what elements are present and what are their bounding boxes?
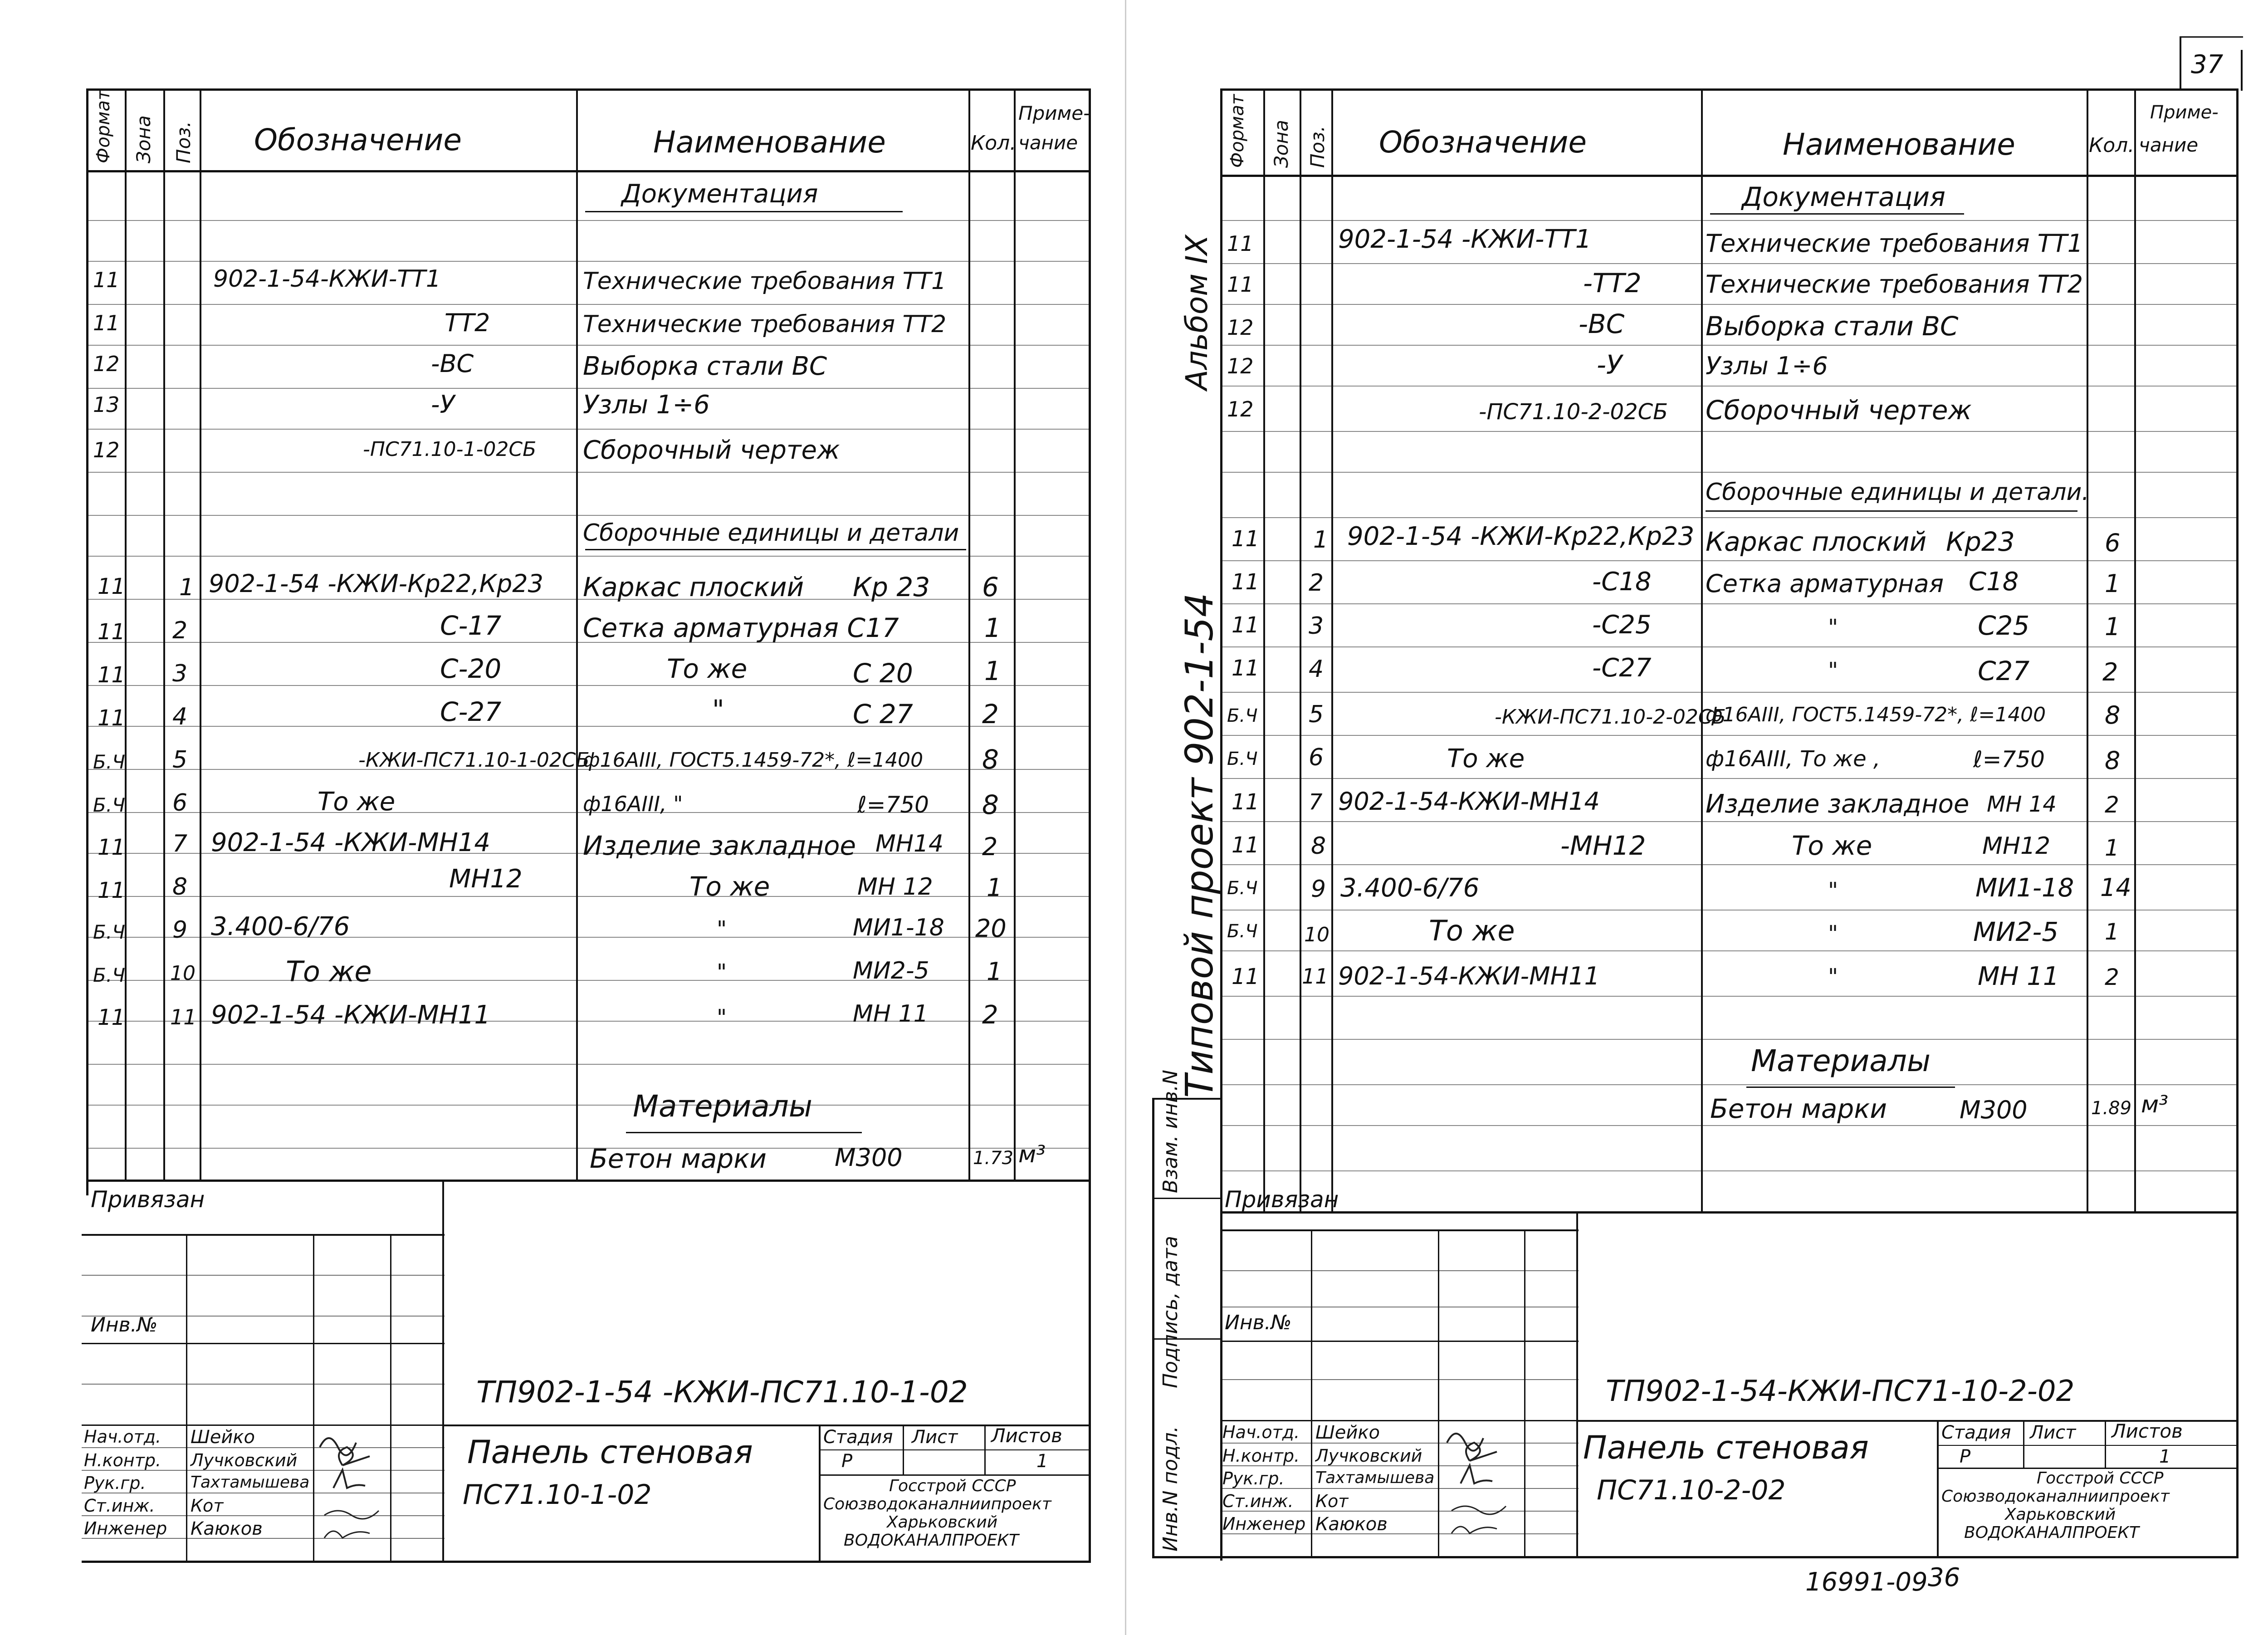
right-doc-row-5-designation: -ПС71.10-2-02СБ: [1479, 399, 1668, 425]
right-unit-row-6-name-mark: ℓ=750: [1973, 746, 2045, 773]
unit-row-3-name-mark: С 20: [853, 658, 913, 689]
signer-5-role: Инженер: [84, 1518, 167, 1538]
unit-row-9-pos: 9: [172, 916, 188, 944]
header-designation: Обозначение: [254, 122, 462, 157]
unit-row-7-qty: 2: [982, 832, 998, 861]
right-sheet-label: Лист: [2030, 1422, 2076, 1443]
unit-row-8-name: То же: [689, 871, 770, 902]
doc-row-4-format: 13: [93, 392, 120, 417]
right-doc-row-3-format: 12: [1227, 315, 1254, 340]
unit-row-3-name: То же: [667, 653, 748, 684]
right-unit-row-8-qty: 1: [2105, 835, 2119, 861]
material-grade: М300: [835, 1143, 903, 1172]
right-org-line-1: Госстрой СССР: [2037, 1469, 2164, 1488]
unit-row-10-name: ": [717, 959, 727, 985]
right-unit-row-5-format: Б.Ч: [1227, 705, 1258, 726]
signer-2-role: Н.контр.: [84, 1450, 161, 1470]
right-unit-row-1-designation: 902-1-54 -КЖИ-Кр22,Кр23: [1347, 522, 1695, 551]
stamp-subtitle: ПС71.10-1-02: [463, 1479, 652, 1511]
right-unit-row-4-name: ": [1828, 658, 1838, 683]
right-doc-row-2-name: Технические требования ТТ2: [1706, 270, 2083, 299]
side-album-label: Альбом IX: [1179, 235, 1214, 390]
doc-row-1-name: Технические требования ТТ1: [583, 268, 947, 295]
unit-row-4-qty: 2: [982, 699, 999, 729]
right-unit-row-9-pos: 9: [1311, 876, 1326, 903]
unit-row-7-name-mark: МН14: [875, 830, 944, 857]
right-unit-row-6-designation: То же: [1447, 744, 1525, 773]
right-unit-row-8-pos: 8: [1311, 832, 1326, 860]
right-doc-row-1-format: 11: [1227, 231, 1254, 256]
right-unit-row-5-designation: -КЖИ-ПС71.10-2-02СБ: [1495, 705, 1726, 729]
right-unit-row-6-name: ф16АIII, То же ,: [1706, 746, 1881, 772]
unit-row-11-qty: 2: [982, 1000, 998, 1030]
signer-3-role: Рук.гр.: [84, 1473, 146, 1493]
header-qty: Кол.: [971, 132, 1017, 155]
right-unit-row-4-designation: -С27: [1592, 653, 1652, 683]
right-unit-row-10-pos: 10: [1304, 923, 1330, 946]
page-number: 37: [2191, 50, 2224, 79]
side-original-inv-label: Инв.N подл.: [1159, 1426, 1182, 1552]
right-stage-value: Р: [1960, 1446, 1971, 1467]
section-documentation: Документация: [621, 179, 818, 209]
doc-row-1-designation: 902-1-54-КЖИ-ТТ1: [213, 265, 441, 293]
right-unit-row-5-name: ф16АIII, ГОСТ5.1459-72*, ℓ=1400: [1706, 703, 2046, 726]
right-unit-row-2-qty: 1: [2105, 569, 2121, 598]
right-unit-row-1-name: Каркас плоский: [1706, 526, 1927, 557]
unit-row-10-pos: 10: [170, 962, 196, 985]
unit-row-3-qty: 1: [984, 656, 1001, 686]
unit-row-1-designation: 902-1-54 -КЖИ-Кр22,Кр23: [209, 569, 543, 598]
right-unit-row-1-name-mark: Кр23: [1946, 526, 2015, 557]
right-section-assembly-units: Сборочные единицы и детали.: [1706, 479, 2089, 506]
signer-4-role: Ст.инж.: [84, 1496, 155, 1516]
unit-row-5-designation: -КЖИ-ПС71.10-1-02СБ: [358, 749, 590, 772]
section-assembly-units: Сборочные единицы и детали: [583, 519, 959, 547]
header-zone: Зона: [132, 115, 155, 163]
unit-row-6-designation: То же: [318, 787, 396, 817]
right-header-format: Формат: [1227, 94, 1248, 168]
unit-row-1-name-mark: Кр 23: [853, 572, 930, 602]
right-unit-row-1-format: 11: [1232, 526, 1260, 552]
unit-row-2-designation: С-17: [440, 610, 502, 641]
signer-4-name: Кот: [191, 1496, 224, 1516]
header-note-1: Приме-: [1018, 102, 1090, 124]
right-bound-to-label: Привязан: [1225, 1186, 1339, 1213]
right-doc-row-2-designation: -ТТ2: [1583, 268, 1642, 299]
right-doc-row-2-format: 11: [1227, 272, 1254, 297]
org-line-2: Союзводоканалниипроект: [823, 1495, 1051, 1513]
unit-row-9-qty: 20: [975, 914, 1007, 943]
right-unit-row-1-pos: 1: [1313, 526, 1329, 553]
right-material-qty: 1.89: [2091, 1098, 2132, 1119]
right-unit-row-11-format: 11: [1232, 964, 1260, 989]
right-unit-row-2-format: 11: [1232, 569, 1260, 595]
unit-row-4-pos: 4: [172, 703, 188, 730]
right-unit-row-7-name: Изделие закладное: [1706, 789, 1970, 819]
right-stamp-code: ТП902-1-54-КЖИ-ПС71-10-2-02: [1606, 1375, 2075, 1408]
doc-row-3-designation: -ВС: [431, 349, 474, 378]
right-unit-row-10-qty: 1: [2105, 919, 2119, 945]
unit-row-2-format: 11: [98, 619, 126, 645]
sheet-label: Лист: [912, 1427, 958, 1448]
right-unit-row-11-name-mark: МН 11: [1978, 962, 2059, 991]
material-qty: 1.73: [973, 1148, 1014, 1169]
right-org-line-4: ВОДОКАНАЛПРОЕКТ: [1964, 1523, 2139, 1542]
right-unit-row-10-name: ": [1828, 921, 1838, 946]
right-signer-1-name: Шейко: [1315, 1422, 1380, 1443]
right-unit-row-10-name-mark: МИ2-5: [1973, 916, 2059, 947]
right-unit-row-7-designation: 902-1-54-КЖИ-МН14: [1338, 787, 1600, 816]
header-name: Наименование: [653, 125, 886, 160]
right-unit-row-10-designation: То же: [1429, 914, 1515, 947]
signer-1-name: Шейко: [191, 1427, 255, 1448]
right-signer-4-role: Ст.инж.: [1222, 1491, 1294, 1511]
signer-2-name: Лучковский: [191, 1450, 298, 1470]
unit-row-11-pos: 11: [170, 1005, 197, 1029]
org-line-4: ВОДОКАНАЛПРОЕКТ: [844, 1531, 1019, 1550]
right-unit-row-5-pos: 5: [1309, 701, 1324, 728]
right-signer-3-role: Рук.гр.: [1222, 1469, 1285, 1488]
org-line-3: Харьковский: [887, 1513, 998, 1532]
right-unit-row-3-designation: -С25: [1592, 610, 1652, 640]
signature-scribbles: [315, 1429, 392, 1561]
unit-row-11-format: 11: [98, 1005, 126, 1030]
right-signer-3-name: Тахтамышева: [1315, 1469, 1435, 1487]
doc-row-2-format: 11: [93, 311, 120, 335]
right-doc-row-4-name: Узлы 1÷6: [1706, 352, 1828, 380]
right-unit-row-4-name-mark: С27: [1978, 656, 2030, 686]
unit-row-9-name: ": [717, 916, 727, 942]
right-signer-5-role: Инженер: [1222, 1514, 1306, 1534]
unit-row-8-designation: МН12: [449, 864, 523, 894]
right-unit-row-2-designation: -С18: [1592, 567, 1652, 597]
sheets-total-label: Листов: [991, 1425, 1062, 1447]
doc-row-3-name: Выборка стали ВС: [583, 352, 827, 381]
page-divider: [1125, 0, 1126, 1635]
unit-row-9-designation: 3.400-6/76: [211, 912, 350, 941]
right-unit-row-1-qty: 6: [2105, 529, 2121, 557]
unit-row-11-designation: 902-1-54 -КЖИ-МН11: [211, 1000, 491, 1030]
right-doc-row-4-format: 12: [1227, 354, 1254, 378]
right-unit-row-2-name: Сетка арматурная: [1706, 569, 1944, 598]
right-section-documentation: Документация: [1742, 181, 1945, 212]
doc-row-5-designation: -ПС71.10-1-02СБ: [363, 438, 537, 461]
right-doc-row-1-designation: 902-1-54 -КЖИ-ТТ1: [1338, 225, 1592, 254]
archive-page: 36: [1928, 1563, 1960, 1592]
right-signer-2-role: Н.контр.: [1222, 1446, 1300, 1466]
right-unit-row-9-qty: 14: [2100, 873, 2131, 902]
right-inventory-number-label: Инв.№: [1225, 1311, 1292, 1334]
side-replaced-inv-label: Взам. инв.N: [1159, 1070, 1182, 1193]
org-line-1: Госстрой СССР: [889, 1477, 1016, 1495]
sheets-total-value: 1: [1036, 1451, 1048, 1472]
right-doc-row-5-format: 12: [1227, 397, 1254, 421]
right-stamp-title: Панель стеновая: [1583, 1429, 1869, 1466]
unit-row-2-name: Сетка арматурная С17: [583, 612, 899, 643]
unit-row-6-format: Б.Ч: [93, 794, 125, 816]
right-unit-row-3-name: ": [1828, 615, 1838, 640]
right-stamp-subtitle: ПС71.10-2-02: [1597, 1474, 1786, 1506]
right-doc-row-4-designation: -У: [1597, 349, 1623, 380]
right-unit-row-6-qty: 8: [2105, 746, 2121, 775]
unit-row-10-designation: То же: [286, 955, 372, 988]
doc-row-2-name: Технические требования ТТ2: [583, 311, 947, 338]
right-stage-label: Стадия: [1941, 1422, 2011, 1443]
unit-row-8-pos: 8: [172, 873, 188, 901]
doc-row-3-format: 12: [93, 352, 120, 376]
unit-row-5-qty: 8: [982, 744, 999, 775]
right-unit-row-4-qty: 2: [2102, 658, 2118, 686]
right-unit-row-9-name-mark: МИ1-18: [1975, 873, 2074, 903]
header-note-2: чание: [1018, 132, 1078, 154]
unit-row-1-qty: 6: [982, 572, 999, 602]
right-material-unit: м³: [2141, 1091, 2169, 1118]
right-signature-scribbles: [1442, 1425, 1524, 1556]
right-unit-row-11-qty: 2: [2105, 964, 2119, 990]
unit-row-5-format: Б.Ч: [93, 751, 125, 773]
unit-row-7-pos: 7: [172, 830, 188, 857]
right-header-zone: Зона: [1270, 120, 1292, 168]
unit-row-3-format: 11: [98, 662, 126, 688]
unit-row-6-name: ф16АIII, ": [583, 792, 683, 816]
right-signer-4-name: Кот: [1315, 1491, 1349, 1511]
unit-row-5-pos: 5: [172, 746, 188, 773]
unit-row-5-name: ф16АIII, ГОСТ5.1459-72*, ℓ=1400: [583, 749, 924, 772]
right-sheets-total-value: 1: [2159, 1446, 2171, 1467]
right-header-designation: Обозначение: [1379, 125, 1587, 160]
doc-row-1-format: 11: [93, 268, 120, 292]
right-unit-row-7-qty: 2: [2105, 792, 2119, 818]
right-signer-2-name: Лучковский: [1315, 1446, 1422, 1466]
right-signer-5-name: Каюков: [1315, 1514, 1388, 1535]
header-format: Формат: [93, 89, 114, 163]
right-material-name: Бетон марки: [1710, 1093, 1887, 1124]
right-unit-row-3-qty: 1: [2105, 612, 2121, 641]
right-header-qty: Кол.: [2089, 134, 2135, 157]
right-unit-row-7-format: 11: [1232, 789, 1260, 815]
right-unit-row-4-pos: 4: [1309, 656, 1324, 683]
unit-row-11-name-mark: МН 11: [853, 1000, 929, 1028]
unit-row-9-format: Б.Ч: [93, 921, 125, 943]
unit-row-6-pos: 6: [172, 789, 188, 817]
unit-row-1-name: Каркас плоский: [583, 572, 804, 602]
right-material-grade: М300: [1960, 1096, 2028, 1124]
unit-row-10-qty: 1: [987, 957, 1002, 986]
right-header-note-1: Приме-: [2150, 102, 2219, 123]
right-section-materials: Материалы: [1751, 1043, 1931, 1078]
right-unit-row-3-name-mark: С25: [1978, 610, 2030, 641]
unit-row-4-name-mark: С 27: [853, 699, 913, 729]
right-doc-row-3-designation: -ВС: [1579, 308, 1625, 339]
right-doc-row-5-name: Сборочный чертеж: [1706, 395, 1972, 426]
unit-row-3-designation: С-20: [440, 653, 502, 684]
right-unit-row-3-pos: 3: [1309, 612, 1324, 640]
unit-row-8-name-mark: МН 12: [857, 873, 933, 901]
header-pos: Поз.: [172, 121, 195, 163]
unit-row-4-designation: С-27: [440, 696, 502, 727]
unit-row-10-format: Б.Ч: [93, 964, 125, 986]
unit-row-11-name: ": [717, 1005, 727, 1030]
unit-row-1-pos: 1: [179, 574, 195, 601]
unit-row-1-format: 11: [98, 574, 126, 599]
stamp-title: Панель стеновая: [467, 1434, 753, 1471]
right-sheets-total-label: Листов: [2112, 1420, 2183, 1442]
right-unit-row-8-name: То же: [1792, 830, 1872, 861]
right-unit-row-2-name-mark: С18: [1969, 567, 2019, 597]
right-signer-1-role: Нач.отд.: [1222, 1422, 1300, 1442]
right-header-pos: Поз.: [1306, 126, 1329, 168]
right-unit-row-9-format: Б.Ч: [1227, 878, 1258, 899]
right-unit-row-3-format: 11: [1232, 612, 1260, 638]
right-unit-row-2-pos: 2: [1309, 569, 1324, 597]
right-header-note-2: чание: [2139, 134, 2199, 156]
unit-row-4-name: ": [712, 694, 724, 725]
right-unit-row-8-name-mark: МН12: [1982, 832, 2051, 860]
right-unit-row-11-pos: 11: [1302, 964, 1329, 989]
material-unit: м³: [1018, 1141, 1046, 1168]
signer-5-name: Каюков: [191, 1518, 263, 1539]
doc-row-4-name: Узлы 1÷6: [583, 390, 710, 420]
unit-row-9-name-mark: МИ1-18: [853, 914, 944, 941]
side-project-label: Типовой проект 902-1-54: [1177, 592, 1222, 1098]
stamp-code: ТП902-1-54 -КЖИ-ПС71.10-1-02: [476, 1375, 968, 1410]
right-doc-row-1-name: Технические требования ТТ1: [1706, 229, 2083, 258]
unit-row-7-name: Изделие закладное: [583, 830, 856, 861]
unit-row-2-pos: 2: [172, 617, 188, 644]
unit-row-7-format: 11: [98, 835, 126, 860]
right-unit-row-8-designation: -МН12: [1560, 830, 1646, 861]
right-unit-row-10-format: Б.Ч: [1227, 921, 1258, 942]
right-unit-row-6-format: Б.Ч: [1227, 749, 1258, 769]
bound-to-label: Привязан: [91, 1186, 205, 1213]
right-unit-row-9-designation: 3.400-6/76: [1340, 873, 1480, 903]
unit-row-6-qty: 8: [982, 789, 999, 820]
stage-value: Р: [841, 1451, 853, 1472]
unit-row-8-format: 11: [98, 878, 126, 903]
unit-row-7-designation: 902-1-54 -КЖИ-МН14: [211, 828, 491, 857]
right-unit-row-5-qty: 8: [2105, 701, 2121, 729]
section-materials: Материалы: [633, 1089, 812, 1124]
right-org-line-3: Харьковский: [2005, 1505, 2116, 1524]
material-name: Бетон марки: [590, 1143, 767, 1174]
right-org-line-2: Союзводоканалниипроект: [1941, 1487, 2170, 1506]
inventory-number-label: Инв.№: [91, 1313, 158, 1336]
unit-row-4-format: 11: [98, 705, 126, 731]
side-signature-date-label: Подпись, дата: [1159, 1236, 1182, 1388]
right-unit-row-4-format: 11: [1232, 656, 1260, 681]
stage-label: Стадия: [823, 1427, 893, 1448]
right-unit-row-9-name: ": [1828, 878, 1838, 903]
right-unit-row-11-designation: 902-1-54-КЖИ-МН11: [1338, 962, 1600, 990]
signer-3-name: Тахтамышева: [191, 1473, 310, 1492]
right-unit-row-11-name: ": [1828, 964, 1838, 989]
right-unit-row-7-pos: 7: [1309, 789, 1323, 815]
right-unit-row-8-format: 11: [1232, 832, 1260, 858]
unit-row-10-name-mark: МИ2-5: [853, 957, 929, 984]
right-doc-row-3-name: Выборка стали ВС: [1706, 311, 1959, 342]
doc-row-5-format: 12: [93, 438, 120, 462]
unit-row-2-qty: 1: [984, 612, 1001, 643]
unit-row-8-qty: 1: [987, 873, 1002, 902]
doc-row-5-name: Сборочный чертеж: [583, 436, 840, 465]
unit-row-6-name-mark: ℓ=750: [857, 792, 929, 818]
doc-row-2-designation: ТТ2: [445, 308, 490, 337]
doc-row-4-designation: -У: [431, 390, 455, 419]
archive-number: 16991-09: [1805, 1567, 1928, 1597]
unit-row-3-pos: 3: [172, 660, 188, 687]
right-header-name: Наименование: [1783, 127, 2015, 162]
right-unit-row-6-pos: 6: [1309, 744, 1324, 771]
signer-1-role: Нач.отд.: [84, 1427, 161, 1447]
right-unit-row-7-name-mark: МН 14: [1987, 792, 2057, 817]
